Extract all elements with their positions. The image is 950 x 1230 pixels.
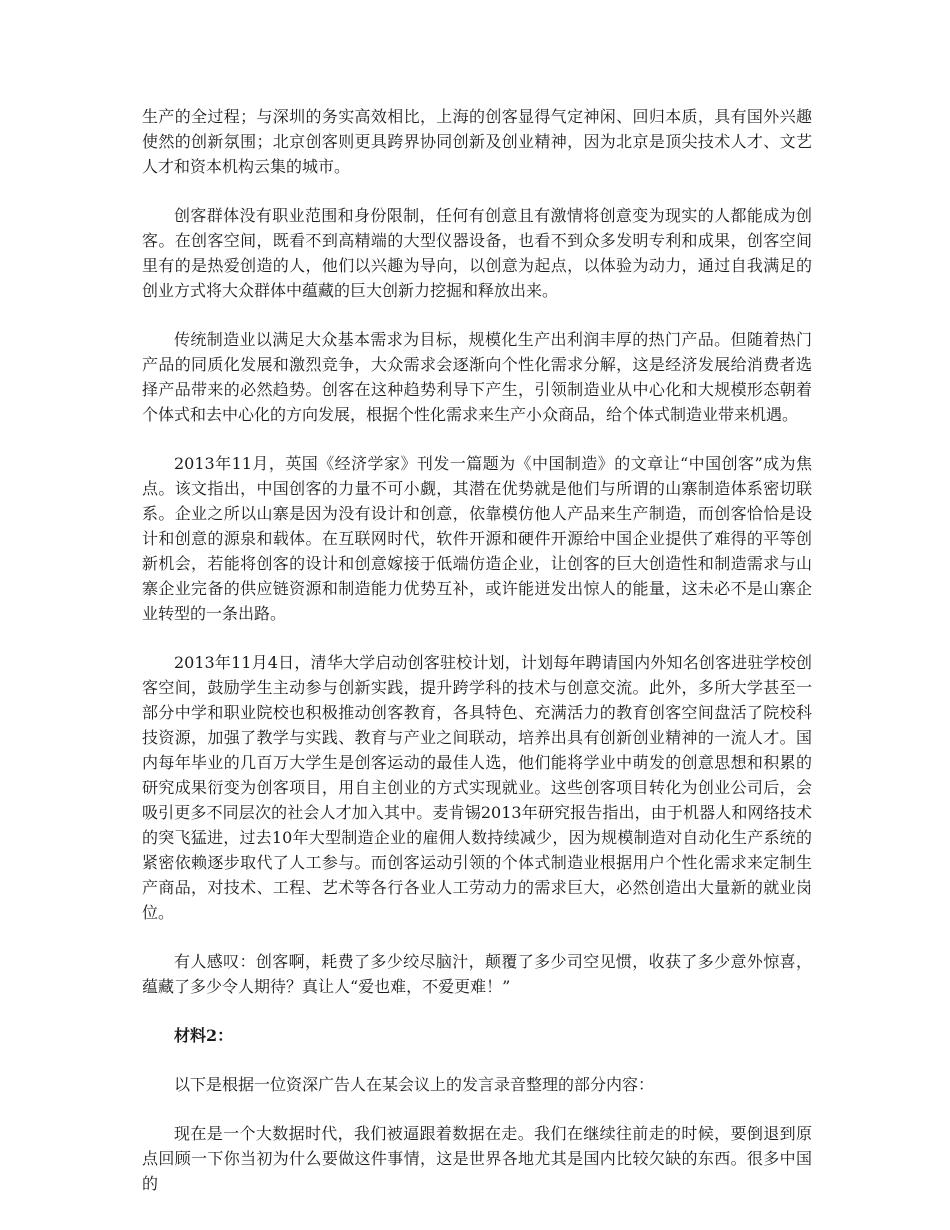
paragraph-1: 生产的全过程；与深圳的务实高效相比，上海的创客显得气定神闲、回归本质，具有国外兴趣使然的创新氛围；北京创客则更具跨界协同创新及创业精神，因为北京是顶尖技术人才、文艺人才和资本机构云集的城市。 [142,107,812,176]
paragraph-7: 以下是根据一位资深广告人在某会议上的发言录音整理的部分内容： [174,1075,655,1094]
paragraph-6: 有人感叹：创客啊，耗费了多少绞尽脑汁，颠覆了多少司空见惯，收获了多少意外惊喜，蕴藏了多少令人期待？真让人“爱也难，不爱更难！” [142,952,812,996]
paragraph-5: 2013年11月4日，清华大学启动创客驻校计划，计划每年聘请国内外知名创客进驻学校创客空间，鼓励学生主动参与创新实践，提升跨学科的技术与创意交流。此外，多所大学甚至一部分中学和职业院校也积极推动创客教育，各具特色、充满活力的教育创客空间盘活了院校科技资源，加强了教学与实践、教育与产业之间联动，培养出具有创新创业精神的一流人才。国内每年毕业的几百万大学生是创客运动的最佳人选，他们能将学业中萌发的创意思想和积累的研究成果衍变为创客项目，用自主创业的方式实现就业。这些创客项目转化为创业公司后，会吸引更多不同层次的社会人才加入其中。麦肯锡2013年研究报告指出，由于机器人和网络技术的突飞猛进，过去10年大型制造企业的雇佣人数持续减少，因为规模制造对自动化生产系统的紧密依赖逐步取代了人工参与。而创客运动引领的个体式制造业根据用户个性化需求来定制生产商品，对技术、工程、艺术等各行各业人工劳动力的需求巨大，必然创造出大量新的就业岗位。 [142,653,812,922]
paragraph-3: 传统制造业以满足大众基本需求为目标，规模化生产出利润丰厚的热门产品。但随着热门产品的同质化发展和激烈竞争，大众需求会逐渐向个性化需求分解，这是经济发展给消费者选择产品带来的必然趋势。创客在这种趋势利导下产生，引领制造业从中心化和大规模形态朝着个体式和去中心化的方向发展，根据个性化需求来生产小众商品，给个体式制造业带来机遇。 [142,330,812,424]
paragraph-4: 2013年11月，英国《经济学家》刊发一篇题为《中国制造》的文章让“中国创客”成为焦点。该文指出，中国创客的力量不可小觑，其潜在优势就是他们与所谓的山寨制造体系密切联系。企业之所以山寨是因为没有设计和创意，依靠模仿他人产品来生产制造，而创客恰恰是设计和创意的源泉和载体。在互联网时代，软件开源和硬件开源给中国企业提供了难得的平等创新机会，若能将创客的设计和创意嫁接于低端仿造企业，让创客的巨大创造性和制造需求与山寨企业完备的供应链资源和制造能力优势互补，或许能迸发出惊人的能量，这未必不是山寨企业转型的一条出路。 [142,454,812,623]
document-body [142,104,812,1220]
paragraph-8: 现在是一个大数据时代，我们被逼跟着数据在走。我们在继续往前走的时候，要倒退到原点回顾一下你当初为什么要做这件事情，这是世界各地尤其是国内比较欠缺的东西。很多中国的 [142,1124,812,1193]
paragraph-2: 创客群体没有职业范围和身份限制，任何有创意且有激情将创意变为现实的人都能成为创客。在创客空间，既看不到高精端的大型仪器设备，也看不到众多发明专利和成果，创客空间里有的是热爱创造的人，他们以兴趣为导向，以创意为起点，以体验为动力，通过自我满足的创业方式将大众群体中蕴藏的巨大创新力挖掘和释放出来。 [142,206,812,300]
section-heading: 材料2： [174,1026,234,1045]
